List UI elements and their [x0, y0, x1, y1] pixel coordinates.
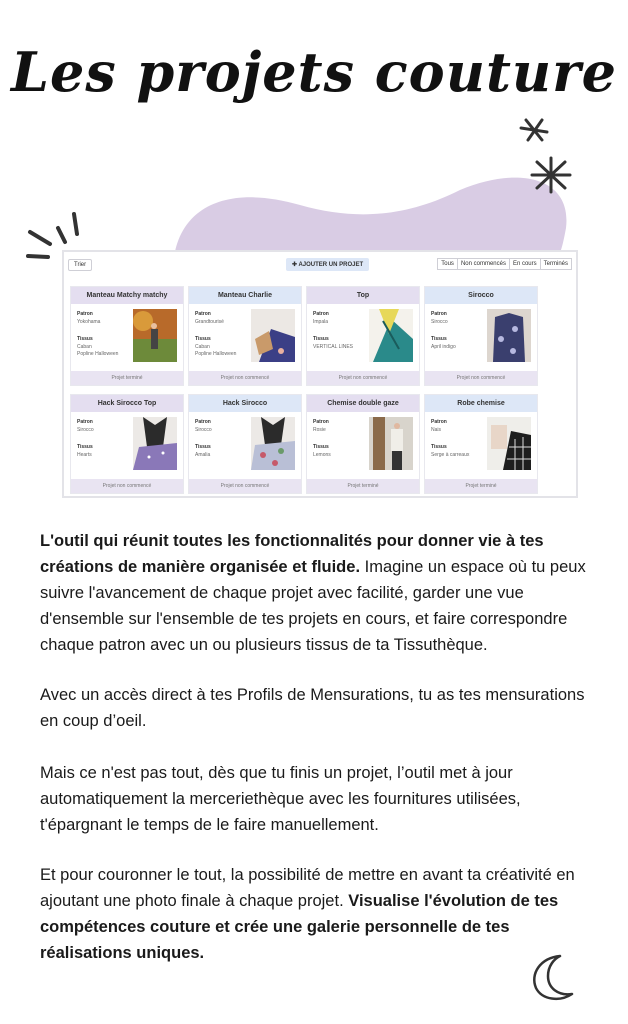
project-status: Projet terminé [307, 479, 419, 493]
tissu-value: Popline Halloween [195, 351, 237, 357]
status-filter-group [438, 258, 572, 270]
project-card[interactable] [70, 286, 184, 386]
project-card[interactable] [306, 394, 420, 494]
project-photo [487, 417, 531, 470]
tissus-label: Tissus [313, 444, 329, 450]
project-card[interactable] [306, 286, 420, 386]
project-card[interactable] [188, 286, 302, 386]
project-status: Projet terminé [425, 479, 537, 493]
project-photo [133, 309, 177, 362]
patron-value: Sirocco [195, 427, 212, 433]
patron-value: Grandtourisé [195, 319, 224, 325]
gallery-paragraph [40, 862, 590, 966]
project-photo [369, 309, 413, 362]
project-status: Projet terminé [71, 371, 183, 385]
project-card[interactable] [188, 394, 302, 494]
patron-label: Patron [77, 311, 93, 317]
project-card-title: Top [307, 287, 419, 304]
star-icon [532, 158, 570, 192]
patron-value: Sirocco [77, 427, 94, 433]
projects-app-window [62, 250, 578, 498]
tissu-value: Caban [195, 344, 210, 350]
tissu-value: April indigo [431, 344, 456, 350]
project-card-title: Hack Sirocco [189, 395, 301, 412]
app-toolbar [64, 252, 576, 274]
intro-text: Imagine un espace où tu peux suivre l'avancement de chaque projet avec facilité, garder une vue d'ensemble sur l'ensemble de tes projets en cours, et faire correspondre chaque patron avec un ou plusieurs tissus de ta Tissuthèque. [40, 558, 586, 654]
tissus-label: Tissus [431, 336, 447, 342]
moon-icon [526, 952, 576, 1004]
project-card[interactable] [424, 286, 538, 386]
project-card-title: Chemise double gaze [307, 395, 419, 412]
project-photo [487, 309, 531, 362]
tissu-value: Caban [77, 344, 92, 350]
intro-paragraph [40, 528, 590, 658]
project-status: Projet non commencé [189, 371, 301, 385]
tissus-label: Tissus [313, 336, 329, 342]
patron-value: Sirocco [431, 319, 448, 325]
patron-label: Patron [77, 419, 93, 425]
project-card-title: Robe chemise [425, 395, 537, 412]
patron-value: Rosie [313, 427, 326, 433]
tissu-value: VERTICAL LINES [313, 344, 354, 350]
project-photo [133, 417, 177, 470]
tissus-label: Tissus [431, 444, 447, 450]
page-title: Les projets couture [11, 40, 617, 104]
merceriethèque-paragraph [40, 760, 590, 838]
project-card-title: Manteau Charlie [189, 287, 301, 304]
patron-label: Patron [313, 419, 329, 425]
filter-all[interactable]: Tous [437, 258, 458, 270]
project-photo [251, 417, 295, 470]
patron-label: Patron [313, 311, 329, 317]
tissus-label: Tissus [77, 336, 93, 342]
filter-not-started[interactable]: Non commencés [457, 258, 510, 270]
project-photo [369, 417, 413, 470]
project-card-title: Sirocco [425, 287, 537, 304]
mercerie-text: Mais ce n'est pas tout, dès que tu finis un projet, l’outil met à jour automatiquement la merceriethèque avec les fournitures utilisées, t'épargnant le temps de le faire manuellement. [40, 764, 521, 834]
tissu-value: Popline Halloween [77, 351, 119, 357]
sort-button[interactable]: Trier [68, 259, 92, 271]
gallery-bold: Visualise l'évolution de tes compétences couture et crée une galerie personnelle de tes réalisations uniques. [40, 892, 559, 962]
project-card-title: Manteau Matchy matchy [71, 287, 183, 304]
project-status: Projet non commencé [189, 479, 301, 493]
project-card[interactable] [70, 394, 184, 494]
tissus-label: Tissus [195, 444, 211, 450]
project-photo [251, 309, 295, 362]
project-status: Projet non commencé [425, 371, 537, 385]
patron-value: Nais [431, 427, 442, 433]
project-card-title: Hack Sirocco Top [71, 395, 183, 412]
project-status: Projet non commencé [71, 479, 183, 493]
mensurations-paragraph [40, 682, 590, 734]
patron-value: Impala [313, 319, 329, 325]
intro-bold: L'outil qui réunit toutes les fonctionnalités pour donner vie à tes créations de manière organisée et fluide. [40, 532, 544, 576]
gallery-text: Et pour couronner le tout, la possibilité de mettre en avant ta créativité en ajoutant une photo finale à chaque projet. [40, 866, 575, 910]
patron-label: Patron [431, 419, 447, 425]
filter-finished[interactable]: Terminés [540, 258, 572, 270]
tissu-value: Amalia [195, 452, 211, 458]
patron-label: Patron [431, 311, 447, 317]
add-project-button[interactable]: ✚ AJOUTER UN PROJET [286, 258, 369, 271]
sparkle-icon [521, 120, 547, 140]
patron-label: Patron [195, 311, 211, 317]
filter-in-progress[interactable]: En cours [509, 258, 541, 270]
tissus-label: Tissus [195, 336, 211, 342]
project-card[interactable] [424, 394, 538, 494]
tissus-label: Tissus [77, 444, 93, 450]
project-status: Projet non commencé [307, 371, 419, 385]
tissu-value: Hearts [77, 452, 92, 458]
tissu-value: Lemons [313, 452, 331, 458]
patron-value: Yokohama [77, 319, 101, 325]
patron-label: Patron [195, 419, 211, 425]
mensurations-text: Avec un accès direct à tes Profils de Mensurations, tu as tes mensurations en coup d’oeil. [40, 686, 585, 730]
tissu-value: Serge à carreaux [431, 452, 470, 458]
